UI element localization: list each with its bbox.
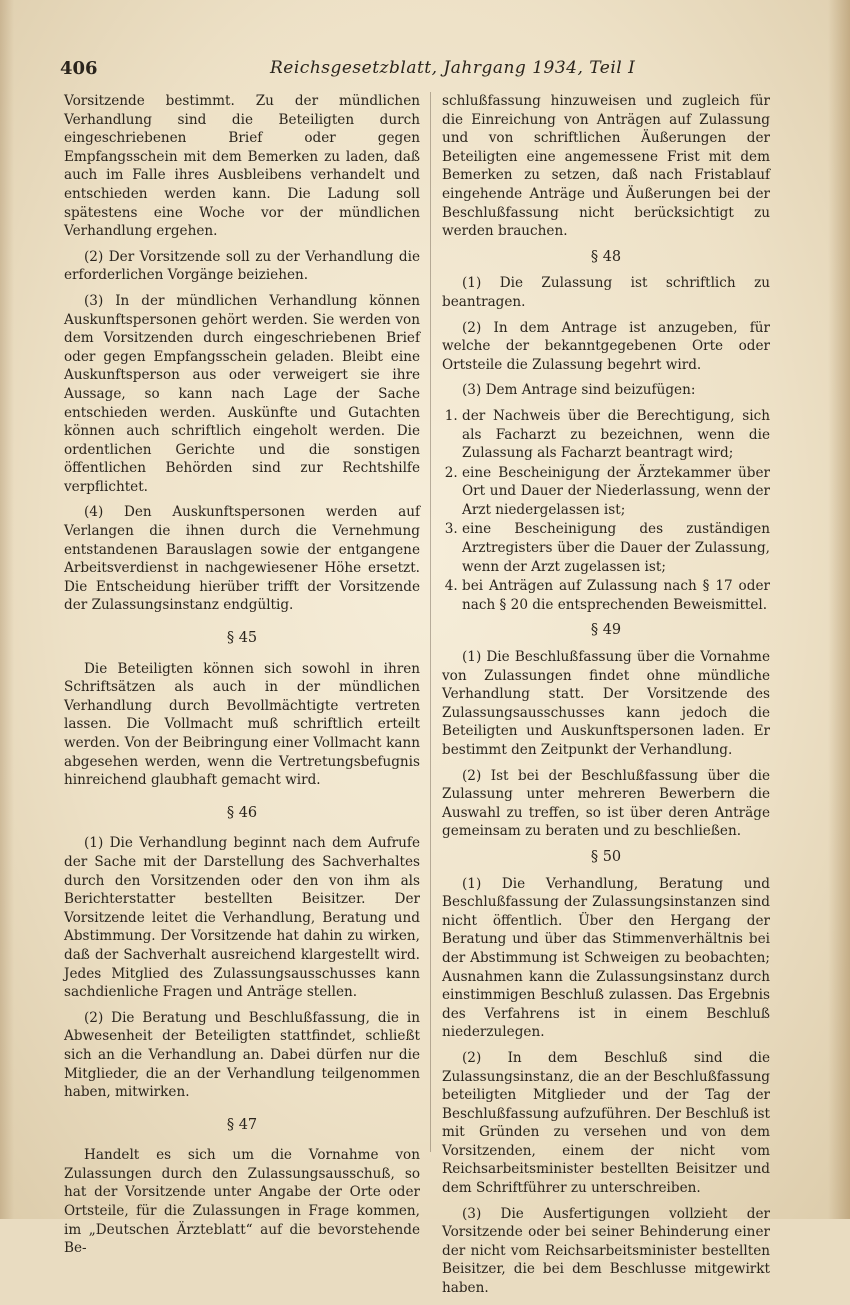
paragraph: (1) Die Verhandlung, Beratung und Beschlußfassung der Zulassungsinstanzen sind nicht öffentlich. Über den Hergang der Beratung und über das Stimmenverhältnis bei der Abstimmung ist Schweigen zu beobachten; Ausnahmen kann die Zulassungsinstanz durch einstimmigen Beschluß zulassen. Das Ergebnis des Verfahrens ist in einem Beschluß niederzulegen. — [442, 875, 770, 1041]
paragraph: (4) Den Auskunftspersonen werden auf Verlangen die ihnen durch die Vernehmung entstandenen Barauslagen sowie der entgangene Arbeitsverdienst in nachgewiesener Höhe ersetzt. Die Entscheidung hierüber trifft der Vorsitzende der Zulassungsinstanz endgültig. — [64, 504, 420, 614]
paragraph: (2) Ist bei der Beschlußfassung über die Zulassung unter mehreren Bewerbern die Auswahl zu treffen, so ist über deren Anträge gemeinsam zu beraten und zu beschließen. — [442, 767, 770, 840]
left-column — [64, 92, 420, 1265]
paragraph: (1) Die Verhandlung beginnt nach dem Aufrufe der Sache mit der Darstellung des Sachverhaltes durch den Vorsitzenden oder den von ihm als Berichterstatter bestellten Beisitzer. Der Vorsitzende leitet die Verhandlung, Beratung und Abstimmung. Der Vorsitzende hat dahin zu wirken, daß der Sachverhalt ausreichend klargestellt wird. Jedes Mitglied des Zulassungsausschusses kann sachdienliche Fragen und Anträge stellen. — [64, 835, 420, 1001]
attachment-list — [442, 407, 770, 615]
section-heading-49: § 49 — [590, 622, 622, 639]
list-item: 1. der Nachweis über die Berechtigung, sich als Facharzt zu bezeichnen, wenn die Zulassung als Facharzt beantragt wird; — [462, 407, 770, 463]
paragraph: (2) Die Beratung und Beschlußfassung, die in Abwesenheit der Beteiligten stattfindet, schließt sich an die Verhandlung an. Dabei dürfen nur die Mitglieder, die an der Verhandlung teilgenommen haben, mitwirken. — [64, 1009, 420, 1101]
paragraph: (3) In der mündlichen Verhandlung können Auskunftspersonen gehört werden. Sie werden von dem Vorsitzenden durch eingeschriebenen Brief oder gegen Empfangsschein geladen. Bleibt eine Auskunftsperson aus oder verweigert sie ihre Aussage, so kann nach Lage der Sache entschieden werden. Auskünfte und Gutachten können auch schriftlich eingeholt werden. Die ordentlichen Gerichte und die sonstigen öffentlichen Behörden sind zur Rechtshilfe verpflichtet. — [64, 292, 420, 495]
page-header — [60, 58, 780, 82]
page-edge-shadow-right — [828, 0, 850, 1219]
paragraph: (2) Der Vorsitzende soll zu der Verhandlung die erforderlichen Vorgänge beiziehen. — [64, 248, 420, 284]
page-edge-shadow-left — [0, 0, 14, 1219]
section-heading-45: § 45 — [226, 630, 258, 647]
section-heading-50: § 50 — [590, 848, 622, 865]
right-column — [442, 92, 770, 1305]
list-item: 4. bei Anträgen auf Zulassung nach § 17 oder nach § 20 die entsprechenden Beweismittel. — [462, 577, 770, 614]
paragraph: (2) In dem Beschluß sind die Zulassungsinstanz, die an der Beschlußfassung beteiligten Mitglieder und der Tag der Beschlußfassung aufzuführen. Der Beschluß ist mit Gründen zu versehen und von dem Vorsitzenden, einem der nicht vom Reichsarbeitsminister bestellten Beisitzer und dem Schriftführer zu unterschreiben. — [442, 1049, 770, 1197]
list-item: 3. eine Bescheinigung des zuständigen Arztregisters über die Dauer der Zulassung, wenn der Arzt zugelassen ist; — [462, 520, 770, 576]
section-heading-46: § 46 — [226, 804, 258, 821]
running-title: Reichsgesetzblatt, Jahrgang 1934, Teil I — [270, 58, 636, 78]
paragraph: Die Beteiligten können sich sowohl in ihren Schriftsätzen als auch in der mündlichen Verhandlung durch Bevollmächtigte vertreten lassen. Die Vollmacht muß schriftlich erteilt werden. Von der Beibringung einer Vollmacht kann abgesehen werden, wenn die Vertretungsbefugnis hinreichend glaubhaft gemacht wird. — [64, 660, 420, 789]
paragraph: Handelt es sich um die Vornahme von Zulassungen durch den Zulassungsausschuß, so hat der Vorsitzende unter Angabe der Orte oder Ortsteile, für die Zulassungen in Frage kommen, im „Deutschen Ärzteblatt“ auf die bevorstehende Be- — [64, 1147, 420, 1257]
list-item: 2. eine Bescheinigung der Ärztekammer über Ort und Dauer der Niederlassung, wenn der Arzt niedergelassen ist; — [462, 464, 770, 520]
paragraph: (1) Die Zulassung ist schriftlich zu beantragen. — [442, 275, 770, 310]
paragraph: Vorsitzende bestimmt. Zu der mündlichen Verhandlung sind die Beteiligten durch eingeschriebenen Brief oder gegen Empfangsschein mit dem Bemerken zu laden, daß auch im Falle ihres Ausbleibens verhandelt und entschieden werden kann. Die Ladung soll spätestens eine Woche vor der mündlichen Verhandlung ergehen. — [64, 93, 420, 240]
paragraph: (2) In dem Antrage ist anzugeben, für welche der bekanntgegebenen Orte oder Ortsteile die Zulassung begehrt wird. — [442, 319, 770, 373]
paragraph: (1) Die Beschlußfassung über die Vornahme von Zulassungen findet ohne mündliche Verhandlung statt. Der Vorsitzende des Zulassungsausschusses kann jedoch die Beteiligten und Auskunftspersonen laden. Er bestimmt den Zeitpunkt der Verhandlung. — [442, 649, 770, 758]
section-heading-48: § 48 — [590, 248, 622, 265]
page-number: 406 — [60, 58, 98, 79]
paragraph: schlußfassung hinzuweisen und zugleich für die Einreichung von Anträgen auf Zulassung und von schriftlichen Äußerungen der Beteiligten eine angemessene Frist mit dem Bemerken zu setzen, daß nach Fristablauf eingehende Anträge und Äußerungen bei der Beschlußfassung nicht berücksichtigt zu werden brauchen. — [442, 93, 770, 240]
paragraph: (3) Dem Antrage sind beizufügen: — [462, 382, 696, 399]
column-divider — [430, 92, 431, 1152]
section-heading-47: § 47 — [226, 1116, 258, 1133]
paragraph: (3) Die Ausfertigungen vollzieht der Vorsitzende oder bei seiner Behinderung einer der nicht vom Reichsarbeitsminister bestellten Beisitzer, die bei dem Beschlusse mitgewirkt haben. — [442, 1205, 770, 1297]
